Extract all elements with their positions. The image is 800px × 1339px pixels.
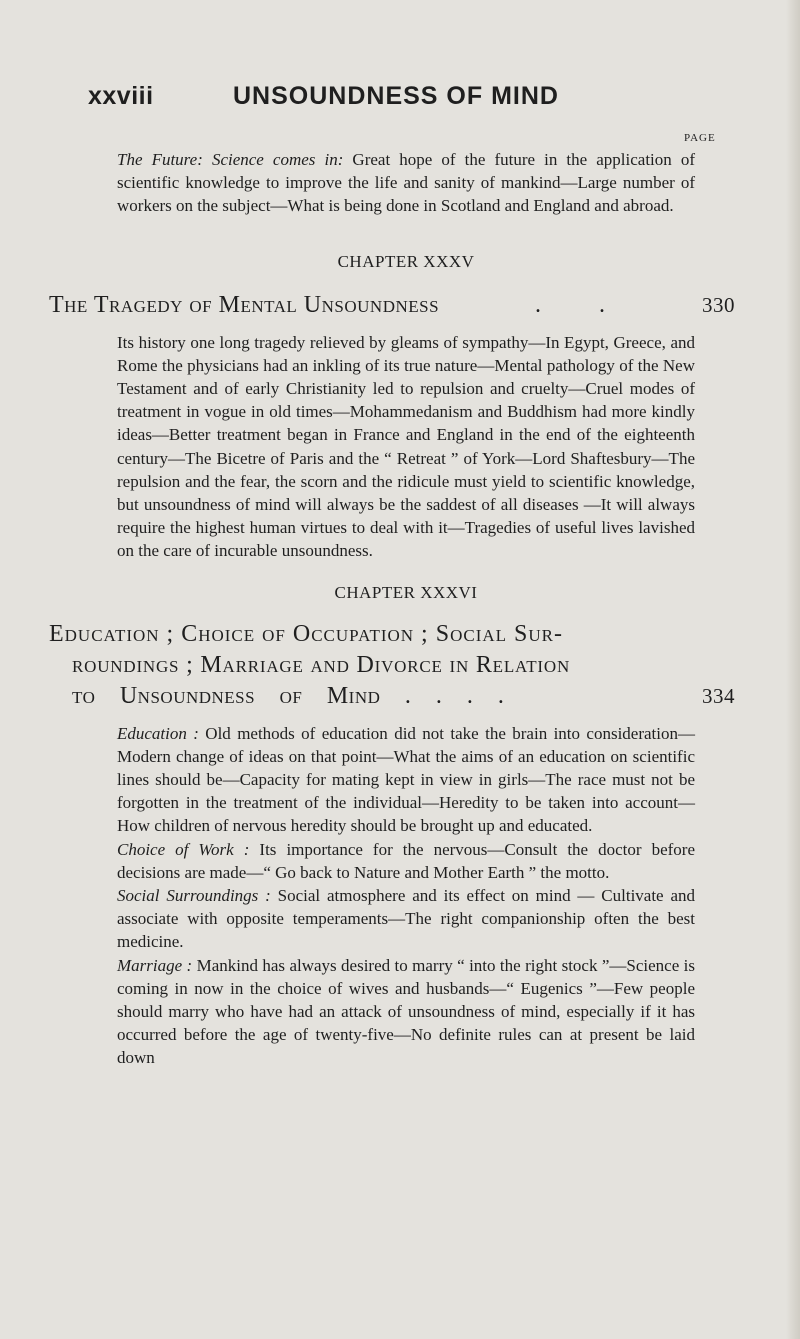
chapter-36-title-line3: to Unsoundness of Mind . . . . — [72, 682, 505, 709]
future-label: The Future: Science comes in: — [117, 150, 344, 169]
chapter-36-page: 334 — [702, 683, 735, 708]
marriage-summary — [117, 954, 695, 1070]
work-label: Choice of Work : — [117, 839, 250, 859]
page-folio: xxviii — [88, 82, 154, 110]
social-label: Social Surroundings : — [117, 886, 271, 906]
chapter-36-heading: CHAPTER XXXVI — [334, 582, 478, 602]
education-summary — [117, 722, 695, 838]
marriage-label: Marriage : — [117, 955, 193, 975]
work-summary — [117, 838, 695, 884]
chapter-35-page: 330 — [702, 292, 735, 317]
work-text: Its importance for the nervous—Consult the doctor before decisions are made—“ Go back to Nature and Mother Earth ” the motto. — [117, 839, 695, 882]
chapter-35-leader: . . — [503, 291, 632, 318]
chapter-36-title-entry — [49, 619, 735, 712]
social-summary — [117, 884, 695, 954]
page-header — [88, 82, 710, 122]
chapter-36-title-line1: Education ; Choice of Occupation ; Social Sur- — [49, 620, 563, 647]
chapter-35-summary: Its history one long tragedy relieved by gleams of sympathy—In Egypt, Greece, and Rome the physicians had an inkling of its true nature—Mental pathology of the New Testament and of early Christianity led to repulsion and cruelty—Cruel modes of treatment in vogue in old times—Mohammedanism and Buddhism had more kindly ideas—Better treatment began in France and England in the end of the eighteenth century—The Bicetre of Paris and the “ Retreat ” of York—Lord Shaftesbury—The repulsion and the fear, the scorn and the ridicule must yield to scientific knowledge, but unsoundness of mind will always be the saddest of all diseases —It will always require the highest human virtues to deal with it—Tragedies of useful lives lavished on the care of incurable unsoundness. — [117, 332, 695, 561]
chapter-35-title-entry — [49, 290, 735, 321]
future-summary — [117, 148, 695, 218]
future-text: Great hope of the future in the application of scientific knowledge to improve the life and sanity of mankind—Large number of workers on the subject—What is being done in Scotland and England and abroad. — [117, 150, 695, 216]
chapter-36-title-line2: roundings ; Marriage and Divorce in Relation — [72, 651, 571, 678]
chapter-36-title-line3-row — [49, 681, 735, 712]
education-text: Old methods of education did not take the brain into consideration—Modern change of ideas on that point—What the aims of an education on scientific lines should be—Capacity for mating kept in view in girls—The race must not be forgotten in the treatment of the individual—Heredity to be taken into account—How children of nervous heredity should be brought up and educated. — [117, 723, 695, 836]
running-head: UNSOUNDNESS OF MIND — [233, 82, 559, 110]
education-label: Education : — [117, 723, 199, 743]
marriage-text: Mankind has always desired to marry “ into the right stock ”—Science is coming in now in the choice of wives and husbands—“ Eugenics ”—Few people should marry who have had an attack of unsoundness of mind, especially if it has occurred before the age of twenty-five—No definite rules can at present be laid down — [117, 955, 695, 1068]
page-edge-shadow — [786, 0, 800, 1339]
social-text: Social atmosphere and its effect on mind — Cultivate and associate with opposite temperaments—The right companionship often the best medicine. — [117, 886, 696, 952]
chapter-35-heading: CHAPTER XXXV — [337, 251, 475, 271]
contents-body — [49, 148, 735, 1070]
chapter-35-title: The Tragedy of Mental Unsoundness — [49, 291, 440, 318]
page-column-label: PAGE — [684, 132, 716, 144]
